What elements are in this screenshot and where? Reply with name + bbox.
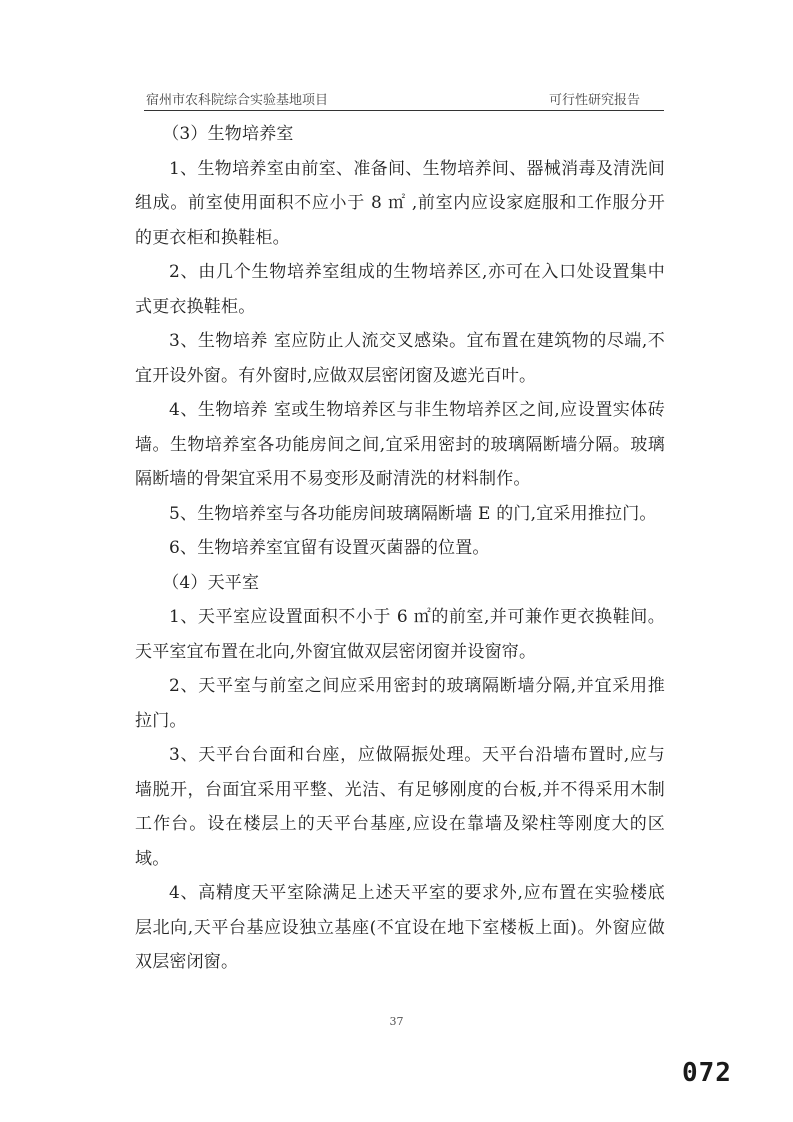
section-heading-bio-culture: （3）生物培养室 [162,124,294,144]
page-number: 37 [389,1015,404,1028]
paragraph: 3、生物培养 室应防止人流交叉感染。宜布置在建筑物的尽端,不宜开设外窗。有外窗时,应做双层密闭窗及遮光百叶。 [135,331,665,386]
section-heading-balance-room: （4）天平室 [162,572,260,593]
page-header-left: 宿州市农科院综合实验基地项目 [146,93,329,108]
document-body [135,117,665,980]
paragraph: 1、生物培养室由前室、准备间、生物培养间、器械消毒及清洗间组成。前室使用面积不应小于 8 ㎡ ,前室内应设家庭服和工作服分开的更衣柜和换鞋柜。 [135,158,665,248]
paragraph: 1、天平室应设置面积不小于 6 ㎡的前室,并可兼作更衣换鞋间。天平室宜布置在北向,外窗宜做双层密闭窗并设窗帘。 [135,607,665,662]
page-stamp-number: 072 [682,1058,732,1088]
paragraph: 2、由几个生物培养室组成的生物培养区,亦可在入口处设置集中式更衣换鞋柜。 [135,262,665,317]
paragraph: 4、高精度天平室除满足上述天平室的要求外,应布置在实验楼底层北向,天平台基应设独立基座(不宜设在地下室楼板上面)。外窗应做双层密闭窗。 [135,883,665,972]
paragraph: 5、生物培养室与各功能房间玻璃隔断墙 E 的门,宜采用推拉门。 [169,503,657,524]
paragraph: 4、生物培养 室或生物培养区与非生物培养区之间,应设置实体砖墙。生物培养室各功能房间之间,宜采用密封的玻璃隔断墙分隔。玻璃隔断墙的骨架宜采用不易变形及耐清洗的材料制作。 [135,400,665,489]
page-header-right: 可行性研究报告 [548,93,640,108]
paragraph: 6、生物培养室宜留有设置灭菌器的位置。 [169,538,490,558]
paragraph: 2、天平室与前室之间应采用密封的玻璃隔断墙分隔,并宜采用推拉门。 [135,676,665,731]
paragraph: 3、天平台台面和台座，应做隔振处理。天平台沿墙布置时,应与墙脱开，台面宜采用平整、光洁、有足够刚度的台板,并不得采用木制工作台。设在楼层上的天平台基座,应设在靠墙及梁柱等刚度大的区域。 [135,745,665,869]
header-rule [144,110,664,111]
